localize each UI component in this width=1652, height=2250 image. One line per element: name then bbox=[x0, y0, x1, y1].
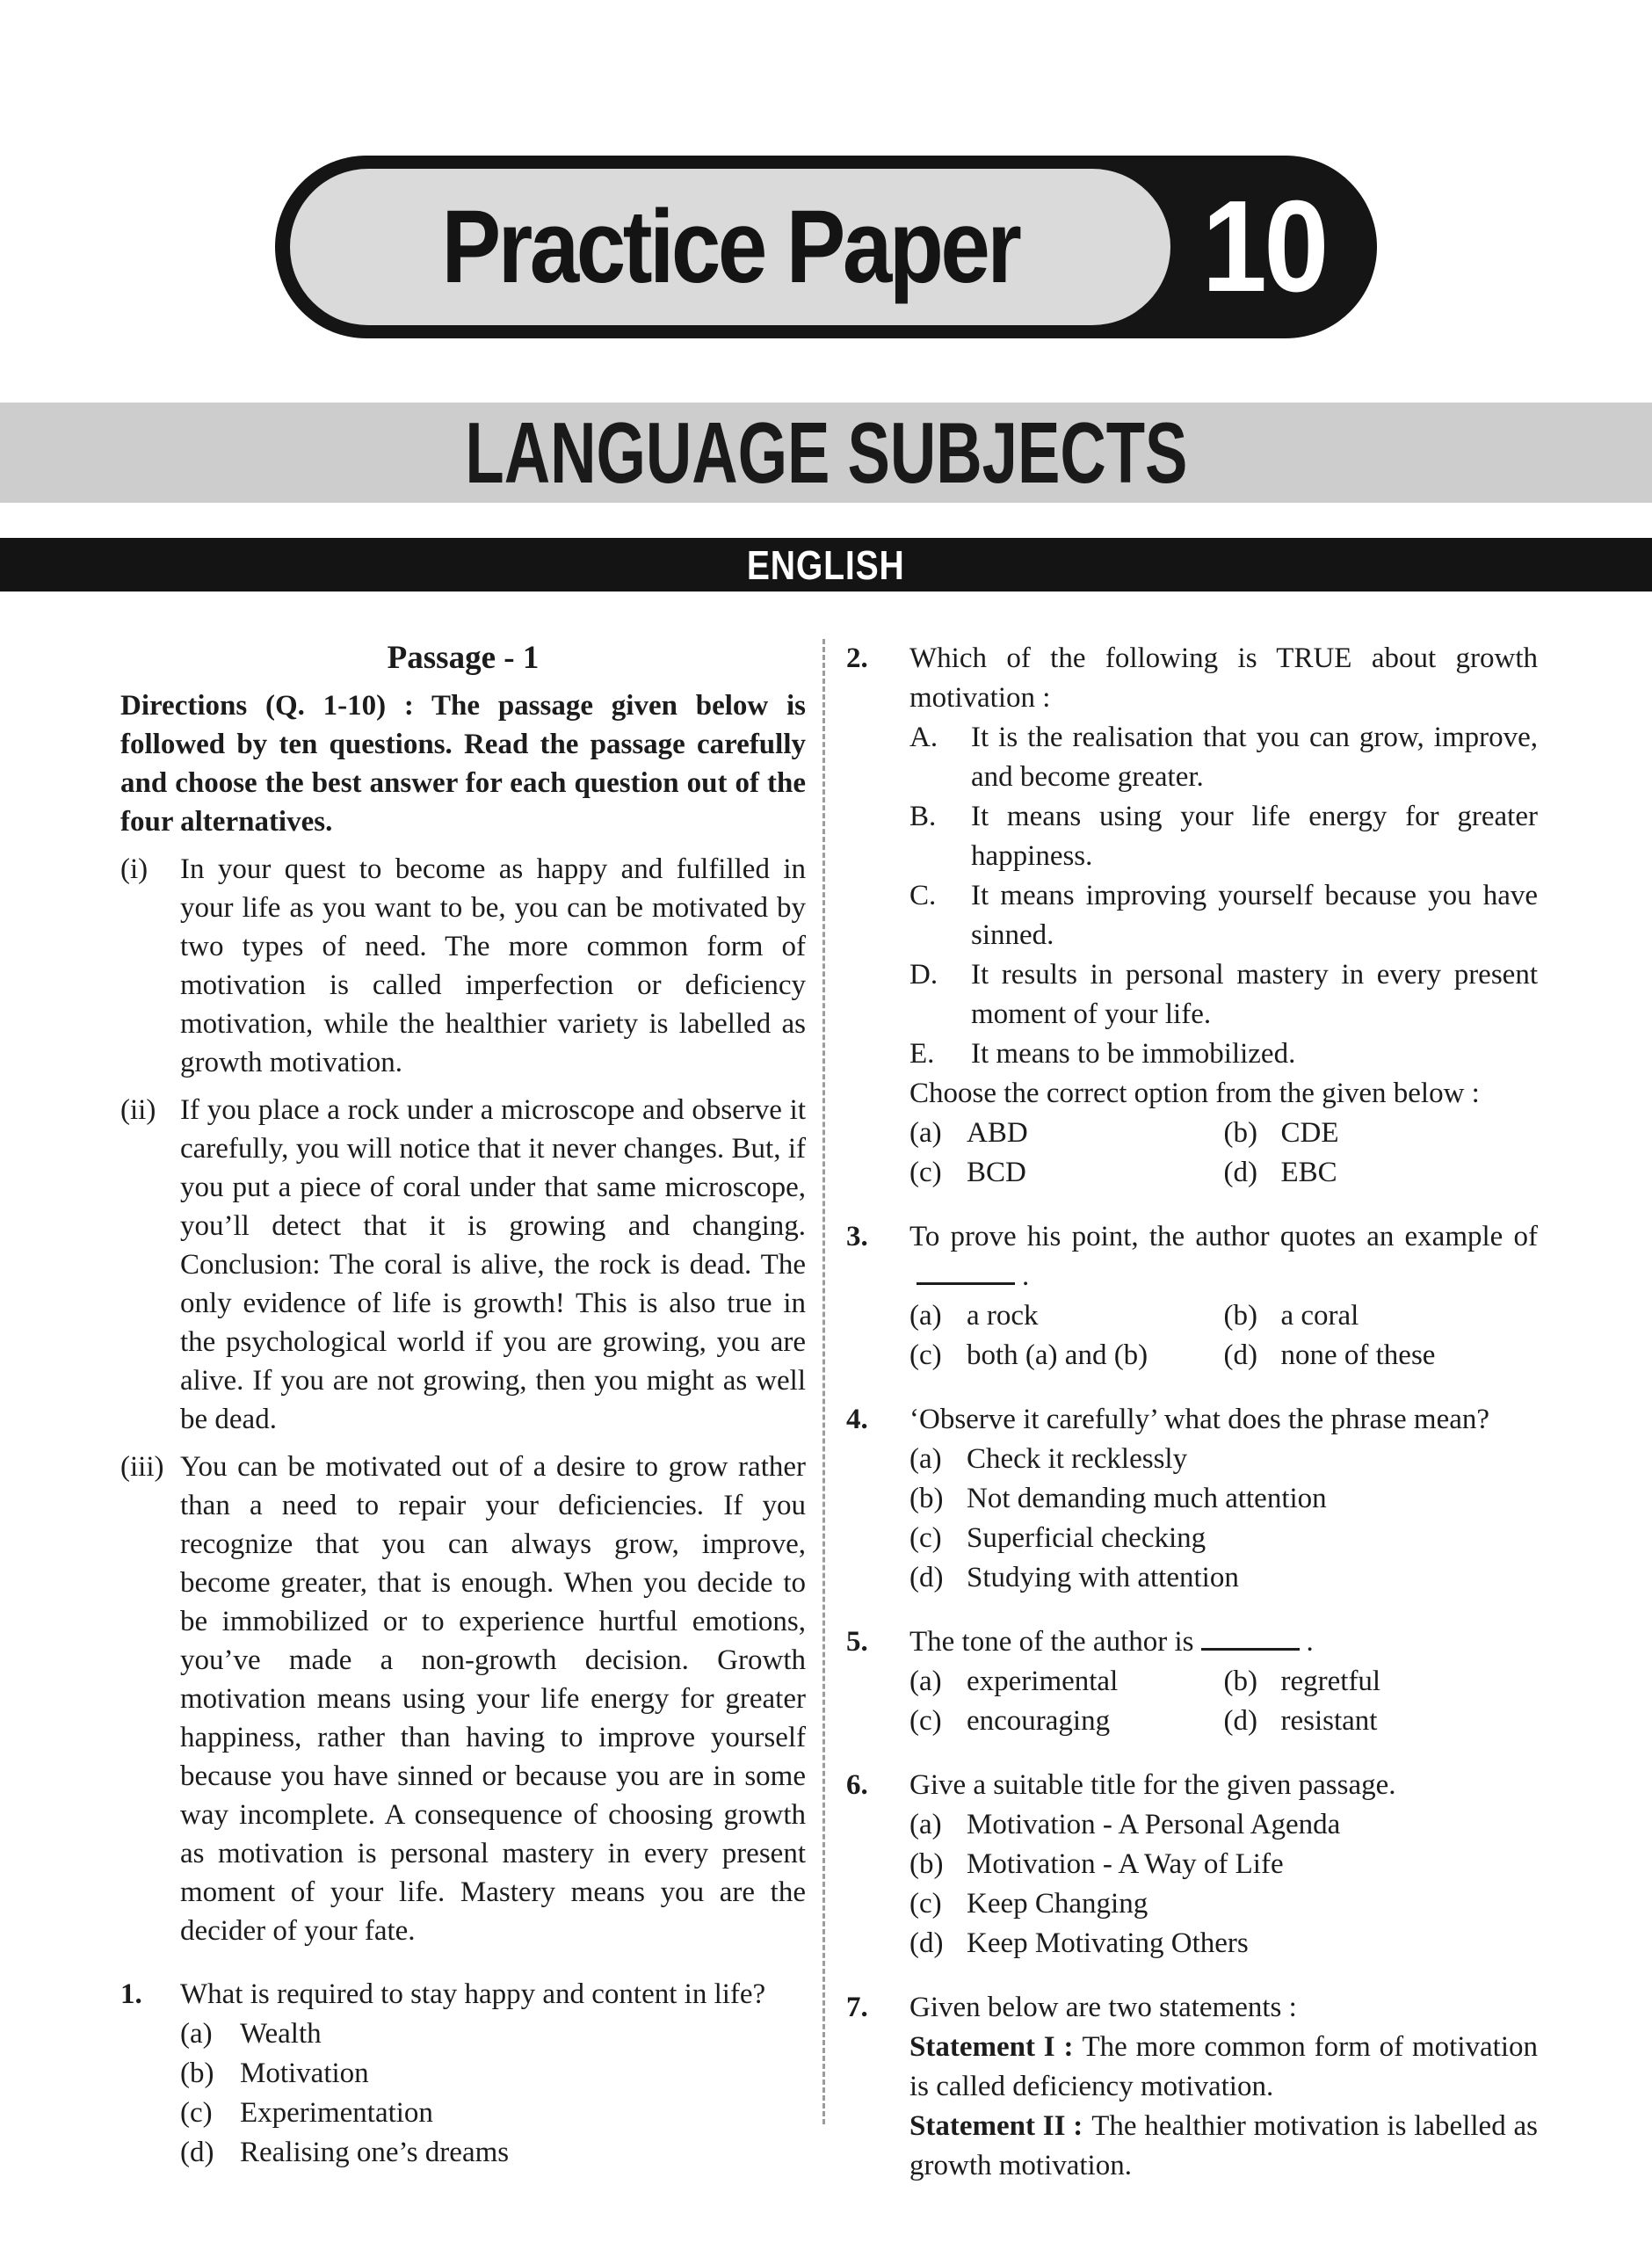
paragraph-text: In your quest to become as happy and fulfilled in your life as you want to be, you can be motivated by two types of need. The more common form of motivation is called imperfection or deficiency motivation, while the healthier variety is labelled as growth motivation. bbox=[180, 853, 806, 1078]
question-text: Give a suitable title for the given passage. bbox=[909, 1769, 1396, 1801]
statement-option-label: A. bbox=[909, 722, 938, 753]
choose-option-note: Choose the correct option from the given below : bbox=[909, 1078, 1480, 1109]
statement-option-row bbox=[909, 1034, 1538, 1074]
option-label: (a) bbox=[909, 1300, 942, 1332]
question-number: 5. bbox=[846, 1626, 868, 1658]
option-text: Not demanding much attention bbox=[967, 1483, 1327, 1514]
column-divider bbox=[822, 639, 825, 2124]
question-number: 4. bbox=[846, 1404, 868, 1435]
question-body bbox=[909, 1622, 1538, 1741]
option-label: (c) bbox=[180, 2097, 213, 2129]
badge-title: Practice Paper bbox=[441, 189, 1019, 305]
option-text: resistant bbox=[1280, 1705, 1378, 1737]
question-body bbox=[909, 1766, 1538, 1963]
option-row bbox=[909, 1479, 1538, 1519]
option-row bbox=[180, 2133, 806, 2173]
option-text: Keep Motivating Others bbox=[967, 1927, 1249, 1959]
option-row bbox=[909, 1702, 1224, 1741]
section-banner bbox=[0, 403, 1652, 503]
option-label: (c) bbox=[909, 1522, 942, 1554]
option-label: (c) bbox=[909, 1157, 942, 1188]
statement-2 bbox=[909, 2107, 1538, 2186]
option-label: (a) bbox=[909, 1666, 942, 1697]
section-banner-text: LANGUAGE SUBJECTS bbox=[465, 403, 1187, 501]
options-grid bbox=[909, 1114, 1538, 1193]
question-number: 6. bbox=[846, 1769, 868, 1801]
badge-number-area bbox=[1159, 156, 1368, 338]
question-body bbox=[180, 1975, 806, 2173]
question-3 bbox=[846, 1217, 1538, 1375]
option-row bbox=[180, 2054, 806, 2094]
subject-banner bbox=[0, 538, 1652, 592]
option-row bbox=[909, 1845, 1538, 1884]
option-row bbox=[1224, 1114, 1539, 1153]
options-grid bbox=[909, 1296, 1538, 1375]
option-row bbox=[909, 1662, 1224, 1702]
option-label: (a) bbox=[909, 1443, 942, 1475]
option-text: none of these bbox=[1280, 1339, 1436, 1371]
question-4 bbox=[846, 1400, 1538, 1598]
question-text: To prove his point, the author quotes an example of. bbox=[909, 1221, 1538, 1292]
option-row bbox=[1224, 1153, 1539, 1193]
passage-paragraph-1 bbox=[120, 850, 806, 1082]
option-label: (d) bbox=[1223, 1157, 1257, 1188]
statement-option-row bbox=[909, 876, 1538, 955]
option-label: (a) bbox=[909, 1117, 942, 1149]
option-text: a rock bbox=[967, 1300, 1039, 1332]
badge-number: 10 bbox=[1201, 174, 1326, 319]
passage-heading: Passage - 1 bbox=[387, 640, 540, 676]
option-text: CDE bbox=[1280, 1117, 1339, 1149]
question-body bbox=[909, 1988, 1538, 2186]
option-text: Check it recklessly bbox=[967, 1443, 1188, 1475]
option-label: (d) bbox=[1223, 1705, 1257, 1737]
option-text: both (a) and (b) bbox=[967, 1339, 1148, 1371]
option-text: Studying with attention bbox=[967, 1562, 1239, 1593]
question-number: 2. bbox=[846, 642, 868, 674]
question-text: Given below are two statements : bbox=[909, 1992, 1297, 2023]
option-text: EBC bbox=[1280, 1157, 1337, 1188]
option-text: Motivation bbox=[240, 2058, 369, 2089]
passage-paragraph-2 bbox=[120, 1091, 806, 1439]
option-text: Wealth bbox=[240, 2018, 322, 2050]
option-label: (a) bbox=[909, 1809, 942, 1840]
option-row bbox=[909, 1805, 1538, 1845]
fill-in-blank bbox=[1201, 1647, 1300, 1651]
option-label: (b) bbox=[1223, 1300, 1257, 1332]
option-row bbox=[1224, 1662, 1539, 1702]
statement-label: Statement II : bbox=[909, 2110, 1083, 2142]
statement-option-text: It means to be immobilized. bbox=[971, 1038, 1296, 1070]
statement-option-text: It means improving yourself because you have sinned. bbox=[971, 880, 1538, 951]
directions-text: Directions (Q. 1-10) : The passage given below is followed by ten questions. Read the passage carefully and choose the best answer for each question out of the four alternatives. bbox=[120, 690, 806, 838]
question-number: 3. bbox=[846, 1221, 868, 1252]
paragraph-label: (ii) bbox=[120, 1094, 156, 1126]
question-6 bbox=[846, 1766, 1538, 1963]
question-body bbox=[909, 1400, 1538, 1598]
option-label: (d) bbox=[180, 2137, 214, 2168]
statement-option-row bbox=[909, 797, 1538, 876]
option-row bbox=[909, 1519, 1538, 1558]
statement-option-text: It results in personal mastery in every present moment of your life. bbox=[971, 959, 1538, 1030]
practice-paper-badge bbox=[275, 156, 1377, 338]
option-label: (b) bbox=[1223, 1117, 1257, 1149]
statement-option-label: B. bbox=[909, 801, 937, 832]
question-number: 7. bbox=[846, 1992, 868, 2023]
question-7 bbox=[846, 1988, 1538, 2186]
passage-paragraph-3 bbox=[120, 1448, 806, 1950]
option-label: (d) bbox=[1223, 1339, 1257, 1371]
option-text: Superficial checking bbox=[967, 1522, 1206, 1554]
option-label: (b) bbox=[909, 1848, 944, 1880]
question-text: ‘Observe it carefully’ what does the phrase mean? bbox=[909, 1404, 1490, 1435]
right-column bbox=[846, 639, 1538, 2186]
statement-text: The healthier motivation is labelled as growth motivation. bbox=[909, 2110, 1538, 2181]
option-row bbox=[909, 1440, 1538, 1479]
question-body bbox=[909, 639, 1538, 1193]
option-label: (d) bbox=[909, 1927, 944, 1959]
option-label: (c) bbox=[909, 1339, 942, 1371]
option-label: (b) bbox=[1223, 1666, 1257, 1697]
option-label: (b) bbox=[909, 1483, 944, 1514]
statement-option-row bbox=[909, 718, 1538, 797]
paragraph-text: If you place a rock under a microscope and observe it carefully, you will notice that it never changes. But, if you put a piece of coral under that same microscope, you’ll detect that it is growing and changing. Conclusion: The coral is alive, the rock is dead. The only evidence of life is growth! This is also true in the psychological world if you are growing, you are alive. If you are not growing, then you might as well be dead. bbox=[180, 1094, 806, 1435]
option-text: regretful bbox=[1280, 1666, 1381, 1697]
option-text: Experimentation bbox=[240, 2097, 433, 2129]
option-text: Motivation - A Way of Life bbox=[967, 1848, 1284, 1880]
option-row bbox=[909, 1884, 1538, 1924]
option-label: (d) bbox=[909, 1562, 944, 1593]
paragraph-label: (iii) bbox=[120, 1451, 164, 1483]
option-label: (c) bbox=[909, 1705, 942, 1737]
statement-option-row bbox=[909, 955, 1538, 1034]
question-number: 1. bbox=[120, 1978, 142, 2010]
option-text: ABD bbox=[967, 1117, 1028, 1149]
statement-option-label: D. bbox=[909, 959, 938, 991]
question-2 bbox=[846, 639, 1538, 1193]
option-row bbox=[1224, 1336, 1539, 1375]
statement-option-label: C. bbox=[909, 880, 937, 911]
option-label: (a) bbox=[180, 2018, 213, 2050]
statement-text: The more common form of motivation is called deficiency motivation. bbox=[909, 2031, 1538, 2102]
question-1 bbox=[120, 1975, 806, 2173]
options-grid bbox=[909, 1662, 1538, 1741]
badge-title-pill bbox=[290, 169, 1170, 325]
option-row bbox=[1224, 1296, 1539, 1336]
option-row bbox=[180, 2094, 806, 2133]
option-text: Realising one’s dreams bbox=[240, 2137, 510, 2168]
question-5 bbox=[846, 1622, 1538, 1741]
option-row bbox=[909, 1924, 1538, 1963]
option-row bbox=[909, 1153, 1224, 1193]
option-row bbox=[909, 1296, 1224, 1336]
statement-1 bbox=[909, 2028, 1538, 2107]
option-row bbox=[909, 1336, 1224, 1375]
option-label: (c) bbox=[909, 1888, 942, 1920]
option-text: a coral bbox=[1280, 1300, 1359, 1332]
option-text: Keep Changing bbox=[967, 1888, 1148, 1920]
paragraph-label: (i) bbox=[120, 853, 149, 885]
subject-banner-text: ENGLISH bbox=[747, 541, 905, 588]
option-text: Motivation - A Personal Agenda bbox=[967, 1809, 1341, 1840]
option-text: encouraging bbox=[967, 1705, 1111, 1737]
statement-option-text: It is the realisation that you can grow, improve, and become greater. bbox=[971, 722, 1538, 793]
question-text: The tone of the author is . bbox=[909, 1626, 1314, 1658]
statement-label: Statement I : bbox=[909, 2031, 1074, 2063]
option-text: experimental bbox=[967, 1666, 1119, 1697]
question-text: What is required to stay happy and content in life? bbox=[180, 1978, 766, 2010]
option-row bbox=[909, 1114, 1224, 1153]
option-row bbox=[180, 2014, 806, 2054]
paragraph-text: You can be motivated out of a desire to grow rather than a need to repair your deficiencies. If you recognize that you can always grow, improve, become greater, that is enough. When you decide to be immobilized or to experience hurtful emotions, you’ve made a non-growth decision. Growth motivation means using your life energy for greater happiness, rather than having to improve yourself because you have sinned or because you are in some way incomplete. A consequence of choosing growth as motivation is personal mastery in every present moment of your life. Mastery means you are the decider of your fate. bbox=[180, 1451, 806, 1947]
statement-option-text: It means using your life energy for greater happiness. bbox=[971, 801, 1538, 872]
left-column bbox=[120, 639, 806, 2173]
option-row bbox=[909, 1558, 1538, 1598]
question-text: Which of the following is TRUE about growth motivation : bbox=[909, 642, 1538, 714]
option-label: (b) bbox=[180, 2058, 214, 2089]
statement-option-label: E. bbox=[909, 1038, 935, 1070]
option-text: BCD bbox=[967, 1157, 1026, 1188]
option-row bbox=[1224, 1702, 1539, 1741]
fill-in-blank bbox=[917, 1281, 1015, 1285]
question-body bbox=[909, 1217, 1538, 1375]
